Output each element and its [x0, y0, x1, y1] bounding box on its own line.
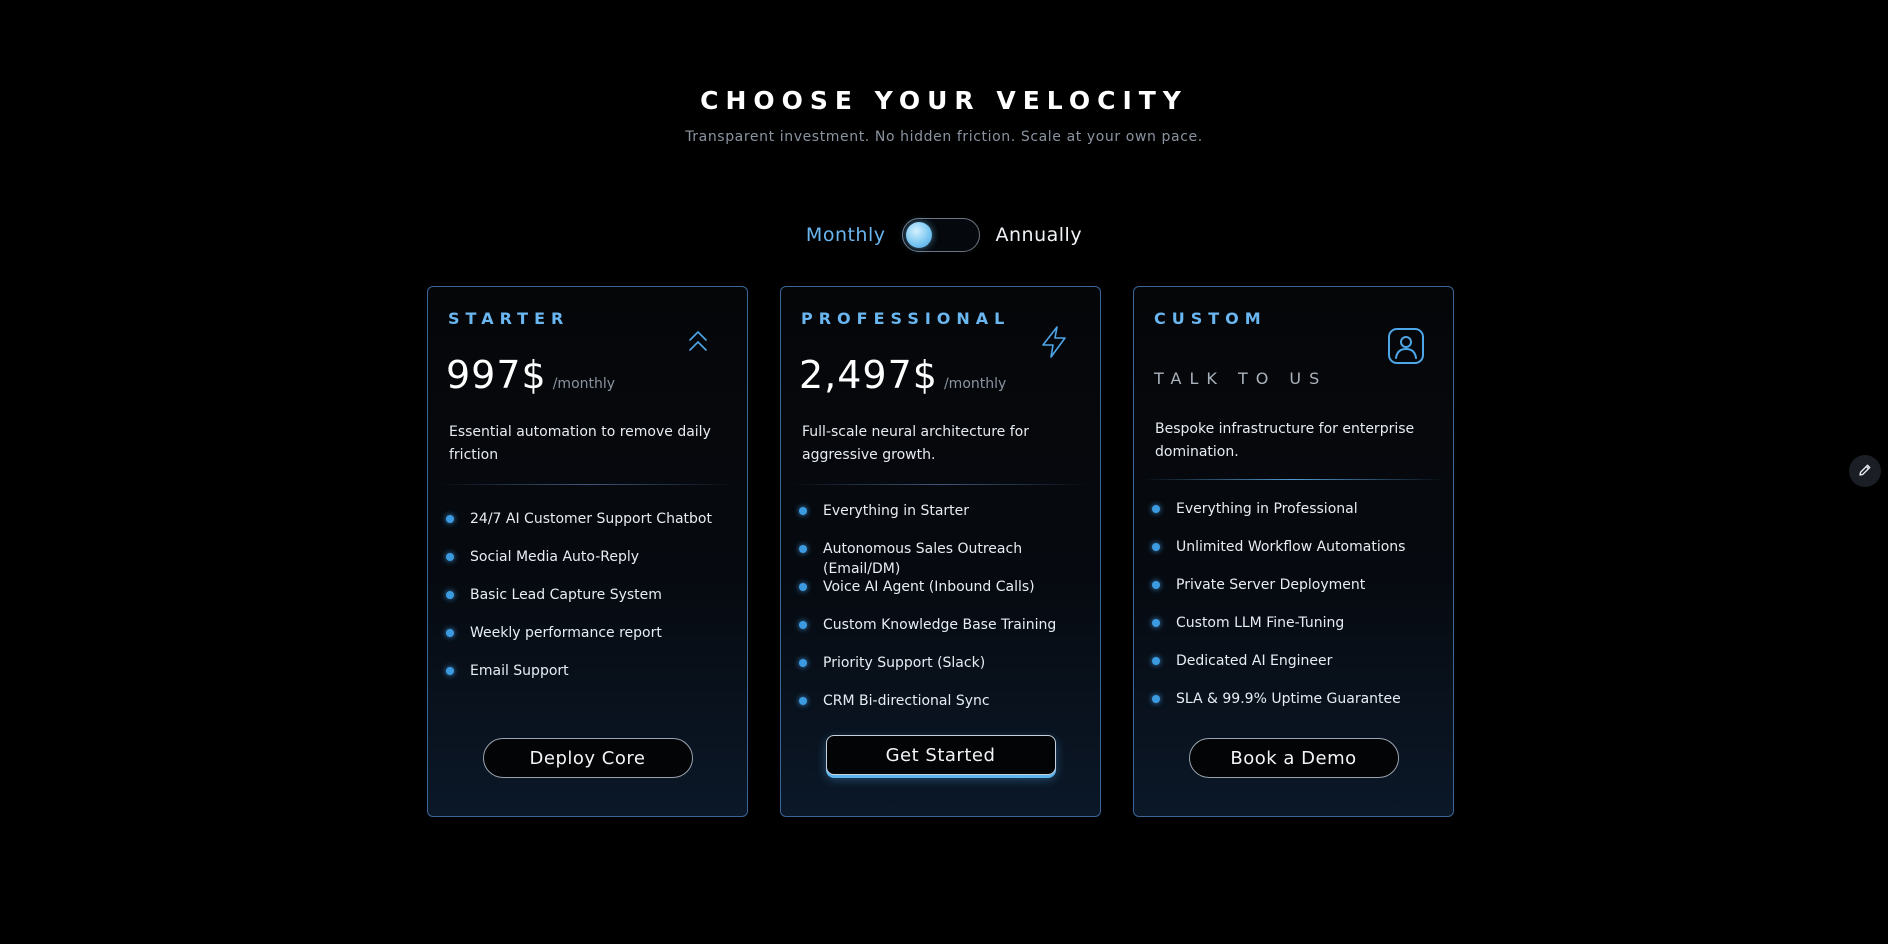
edit-button[interactable]: [1849, 455, 1881, 487]
card-divider: [789, 484, 1092, 485]
feature-item: Everything in Starter: [797, 501, 1089, 539]
switch-knob: [906, 222, 932, 248]
feature-item: Autonomous Sales Outreach (Email/DM): [797, 539, 1089, 577]
bullet-icon: [799, 697, 807, 705]
pricing-header: [0, 86, 1888, 145]
plan-period: /monthly: [943, 376, 1007, 392]
plan-description: Bespoke infrastructure for enterprise domination.: [1155, 421, 1415, 460]
feature-item: Social Media Auto-Reply: [444, 547, 736, 585]
card-divider: [1142, 479, 1445, 480]
feature-list: [444, 509, 736, 699]
price-row: [446, 353, 615, 397]
bullet-icon: [446, 667, 454, 675]
feature-item: Unlimited Workflow Automations: [1150, 537, 1442, 575]
page-title: CHOOSE YOUR VELOCITY: [700, 86, 1188, 115]
feature-item: SLA & 99.9% Uptime Guarantee: [1150, 689, 1442, 727]
feature-item: Basic Lead Capture System: [444, 585, 736, 623]
plan-price: 2,497$: [799, 353, 938, 397]
feature-item: Priority Support (Slack): [797, 653, 1089, 691]
lightning-bolt-icon: [1039, 325, 1069, 363]
billing-toggle: [0, 218, 1888, 252]
feature-item: Voice AI Agent (Inbound Calls): [797, 577, 1089, 615]
plan-card-custom: [1133, 286, 1454, 817]
feature-item: Dedicated AI Engineer: [1150, 651, 1442, 689]
deploy-core-button[interactable]: Deploy Core: [483, 738, 693, 778]
feature-item: Custom Knowledge Base Training: [797, 615, 1089, 653]
bullet-icon: [1152, 695, 1160, 703]
feature-list: [797, 501, 1089, 729]
bullet-icon: [1152, 581, 1160, 589]
bullet-icon: [799, 621, 807, 629]
bullet-icon: [1152, 505, 1160, 513]
feature-list: [1150, 499, 1442, 727]
pencil-edit-icon: [1858, 462, 1872, 481]
feature-item: Everything in Professional: [1150, 499, 1442, 537]
plan-description: Full-scale neural architecture for aggressive growth.: [802, 424, 1029, 463]
bullet-icon: [1152, 543, 1160, 551]
bullet-icon: [799, 583, 807, 591]
feature-item: Private Server Deployment: [1150, 575, 1442, 613]
bullet-icon: [446, 553, 454, 561]
bullet-icon: [446, 591, 454, 599]
plan-tier: STARTER: [448, 309, 570, 328]
plan-period: /monthly: [552, 376, 616, 392]
chevrons-up-icon: [686, 329, 710, 357]
plan-tier: CUSTOM: [1154, 309, 1267, 328]
bullet-icon: [1152, 619, 1160, 627]
plan-price-text: TALK TO US: [1154, 369, 1328, 388]
page-subtitle: Transparent investment. No hidden friction. Scale at your own pace.: [685, 129, 1203, 145]
price-row: [799, 353, 1006, 397]
bullet-icon: [799, 659, 807, 667]
feature-item: Email Support: [444, 661, 736, 699]
monthly-label[interactable]: Monthly: [805, 224, 886, 246]
get-started-button[interactable]: Get Started: [826, 735, 1056, 775]
card-divider: [436, 484, 739, 485]
feature-item: Custom LLM Fine-Tuning: [1150, 613, 1442, 651]
feature-item: Weekly performance report: [444, 623, 736, 661]
bullet-icon: [799, 545, 807, 553]
plan-card-professional: [780, 286, 1101, 817]
billing-switch[interactable]: [902, 218, 980, 252]
bullet-icon: [1152, 657, 1160, 665]
feature-item: 24/7 AI Customer Support Chatbot: [444, 509, 736, 547]
plan-card-starter: [427, 286, 748, 817]
user-profile-icon: [1387, 327, 1425, 369]
plan-tier: PROFESSIONAL: [801, 309, 1011, 328]
plan-price: 997$: [446, 353, 547, 397]
annually-label[interactable]: Annually: [995, 224, 1083, 246]
bullet-icon: [446, 515, 454, 523]
book-demo-button[interactable]: Book a Demo: [1189, 738, 1399, 778]
bullet-icon: [446, 629, 454, 637]
feature-item: CRM Bi-directional Sync: [797, 691, 1089, 729]
plan-description: Essential automation to remove daily friction: [449, 424, 711, 463]
bullet-icon: [799, 507, 807, 515]
